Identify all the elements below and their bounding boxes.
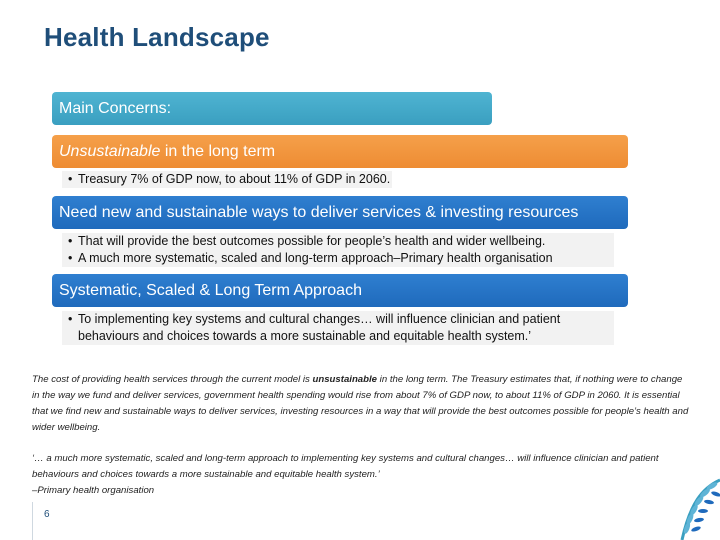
unsustainable-rest: in the long term [160,143,276,160]
note-cost-bold: unsustainable [312,374,378,385]
bullet-outcomes: • That will provide the best outcomes possible for people’s health and wider wellbeing. [62,233,614,250]
treasury-bullets [62,171,392,188]
footer-divider [32,502,33,540]
note-quote-text: ‘… a much more systematic, scaled and long-term approach to implementing key systems and cultural changes… will influence clinician and patient behaviours and choices towards a more sustainable and equitable health system.’ [32,453,659,480]
note-cost [32,372,692,436]
unsustainable-bar [52,135,628,168]
note-cost-b: in the long term. The Treasury estimates that, if nothing were to change in the way we fund and deliver services, government health spending would rise from about 7% of GDP now, to about 11% of GDP in 2060. It is essential that we find new and sustainable ways to deliver services, investing resources in a way that will provide the best outcomes possible for people’s health and wider wellbeing. [32,374,689,433]
bullet-treasury: • Treasury 7% of GDP now, to about 11% of GDP in 2060. [62,171,392,188]
need-new-bar [52,196,628,229]
page-number: 6 [44,509,50,520]
note-quote-source: –Primary health organisation [32,485,155,496]
systematic-label: Systematic, Scaled & Long Term Approach [59,282,362,299]
main-concerns-bar [52,92,492,125]
slide-title: Health Landscape [44,22,270,52]
bullet-implementing: • To implementing key systems and cultural changes… will influence clinician and patient behaviours and choices towards a more sustainable and equitable health system.’ [62,311,614,345]
bullet-approach: • A much more systematic, scaled and long-term approach–Primary health organisation [62,250,614,267]
systematic-bullets [62,311,614,345]
fern-logo-icon [672,470,720,540]
note-cost-a: The cost of providing health services through the current model is [32,374,313,385]
need-new-bullets [62,233,614,267]
need-new-label: Need new and sustainable ways to deliver services & investing resources [59,204,579,221]
systematic-bar [52,274,628,307]
unsustainable-emphasis: Unsustainable [59,143,161,160]
main-concerns-label: Main Concerns: [59,100,172,117]
note-quote [32,451,692,499]
